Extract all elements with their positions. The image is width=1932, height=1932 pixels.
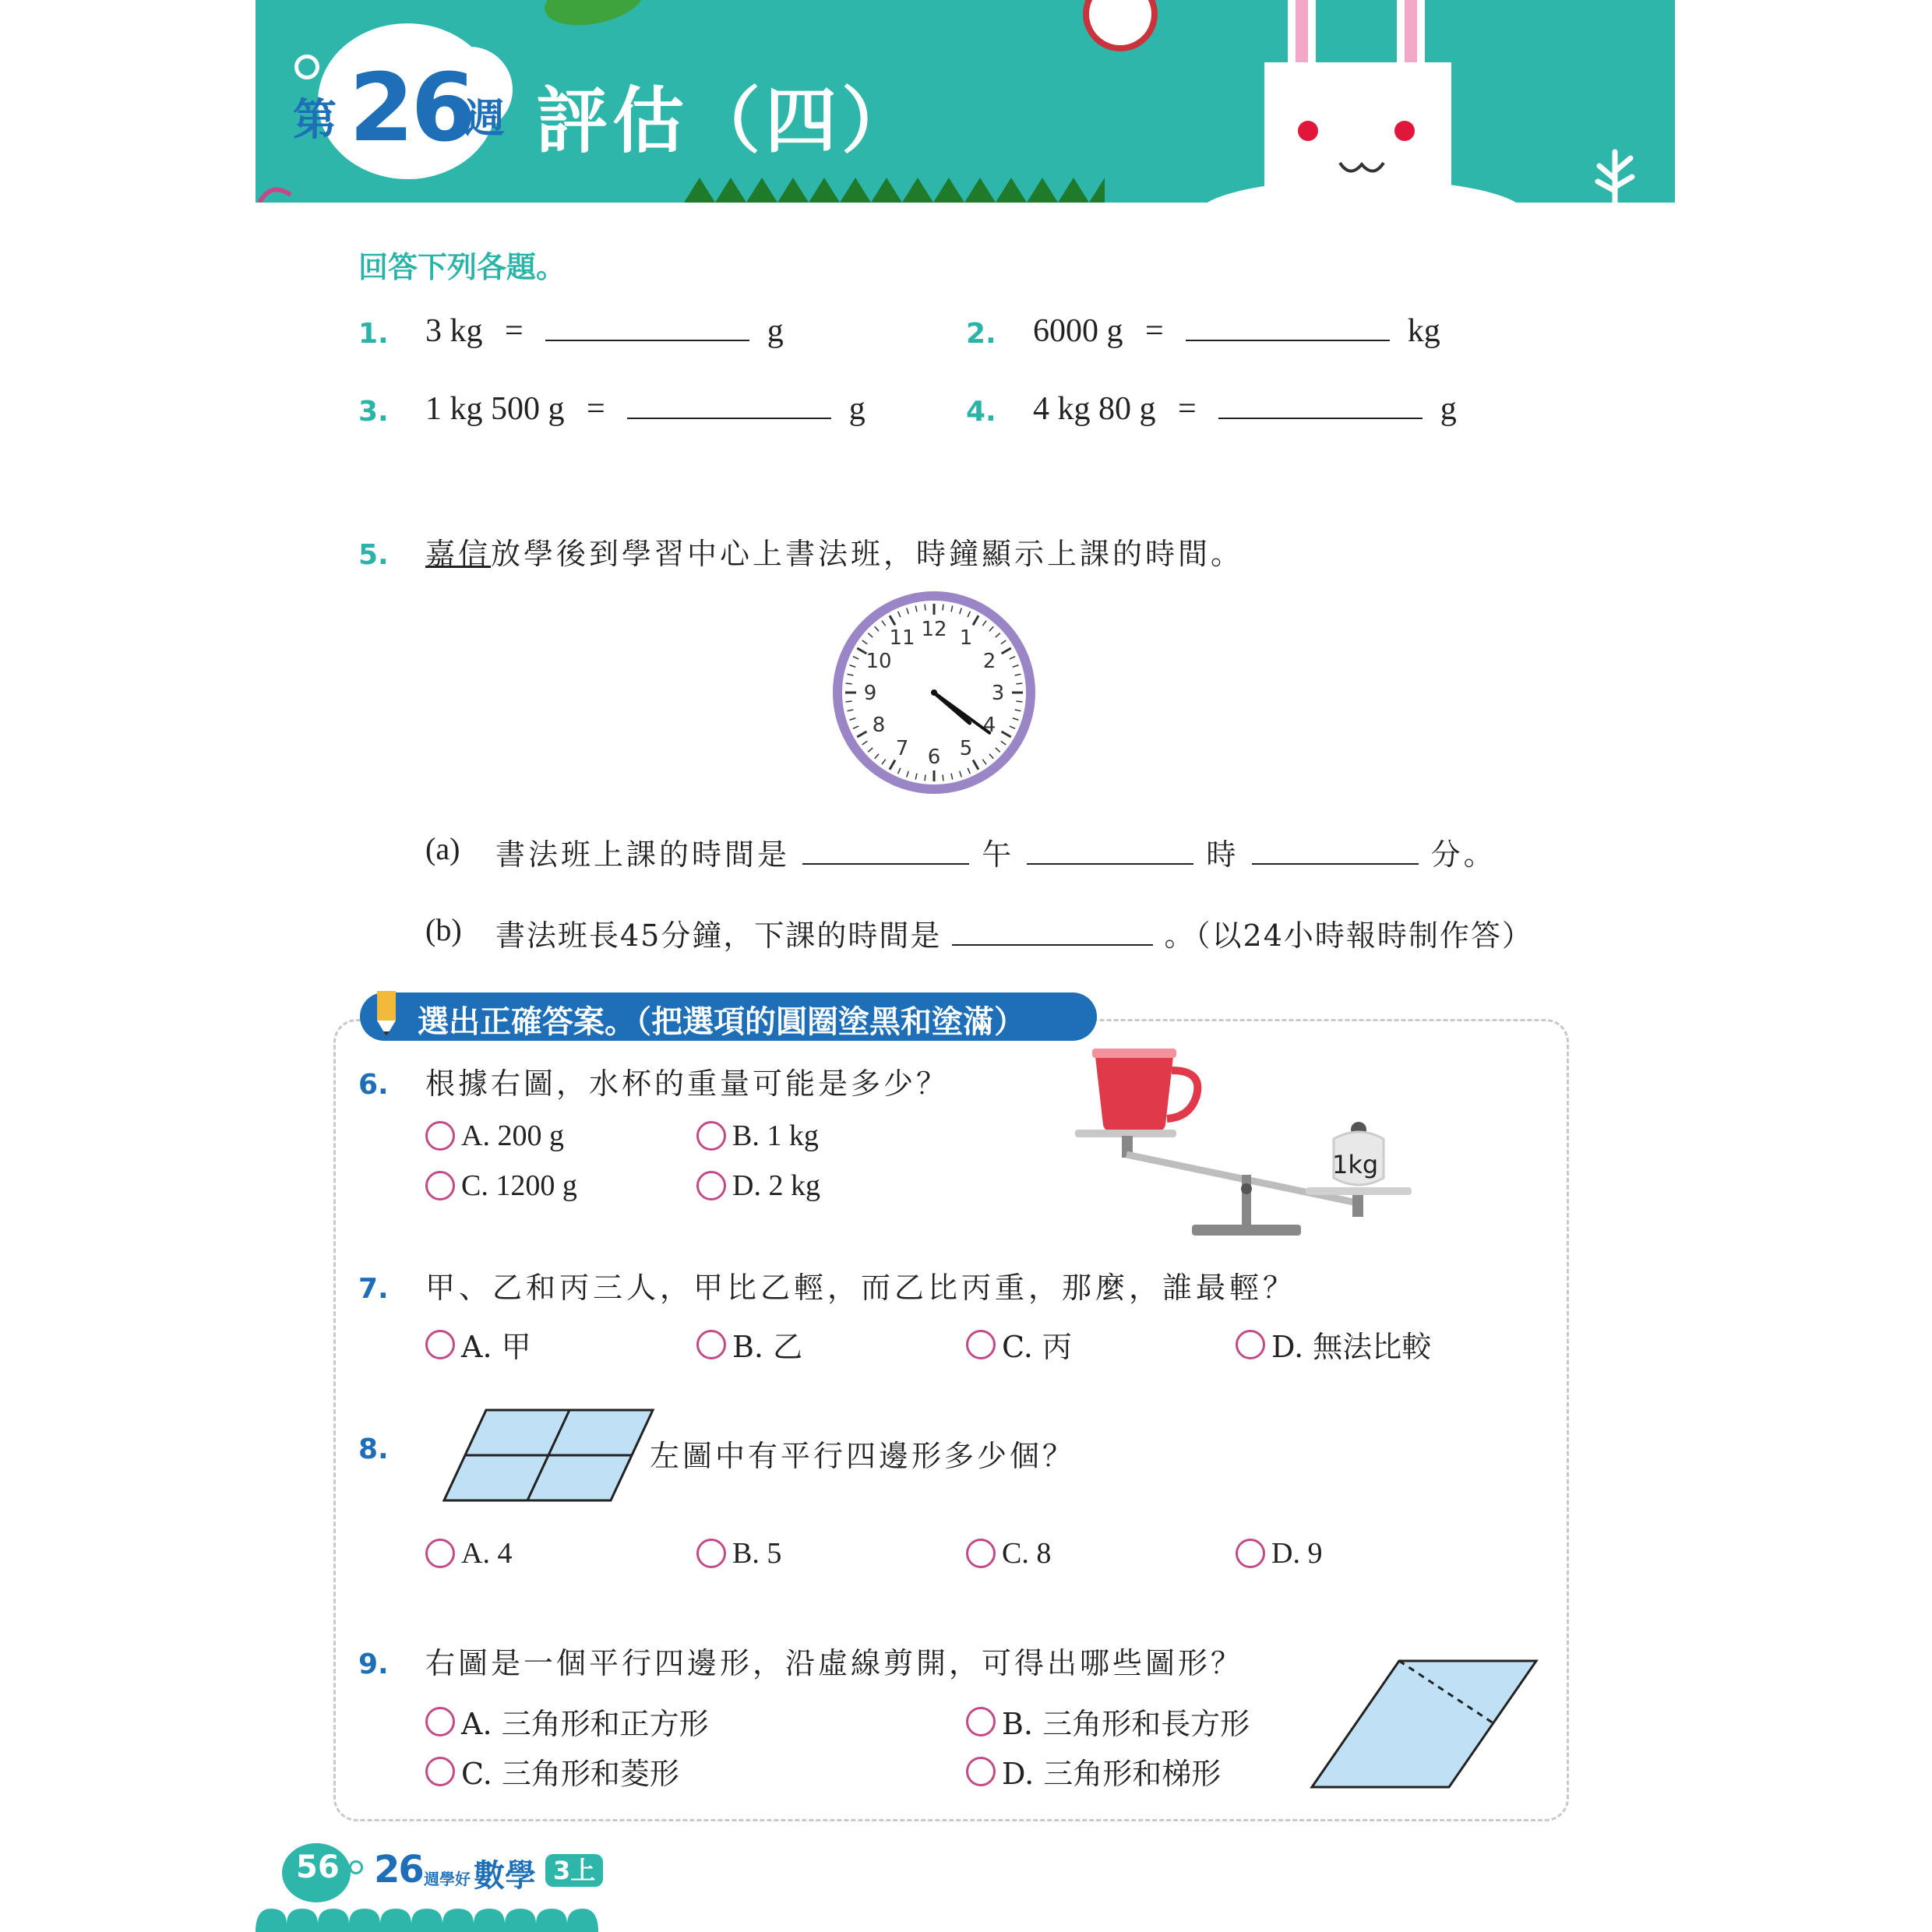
clock-number: 7 bbox=[895, 737, 909, 761]
footer-dot bbox=[349, 1860, 363, 1874]
q2-equals: = bbox=[1145, 313, 1164, 349]
brand-subject: 數學 bbox=[474, 1858, 536, 1894]
q9-option-a-label: A. 三角形和正方形 bbox=[461, 1707, 709, 1741]
cup-handle bbox=[1167, 1070, 1197, 1119]
q7-option-c[interactable] bbox=[966, 1323, 1072, 1366]
q2-number: 2. bbox=[966, 318, 996, 350]
q6-option-a[interactable] bbox=[425, 1119, 564, 1153]
q9-parallelogram-figure bbox=[1309, 1658, 1539, 1790]
plant-icon bbox=[1584, 136, 1646, 203]
q5-number: 5. bbox=[358, 539, 389, 571]
clock-number: 1 bbox=[959, 626, 973, 650]
q8-option-a[interactable] bbox=[425, 1536, 512, 1571]
radio-circle[interactable] bbox=[966, 1707, 996, 1736]
q8-option-b[interactable] bbox=[696, 1536, 781, 1571]
q4-unit: g bbox=[1440, 391, 1457, 427]
scale-base bbox=[1192, 1225, 1301, 1236]
clock-number: 12 bbox=[921, 618, 947, 641]
brand-number: 26 bbox=[374, 1848, 423, 1891]
q6-option-d[interactable] bbox=[696, 1169, 820, 1203]
q5a-unit-noon: 午 bbox=[982, 837, 1015, 872]
q8-option-c[interactable] bbox=[966, 1536, 1051, 1571]
q4-equals: = bbox=[1178, 391, 1197, 427]
footer-wave bbox=[256, 1901, 598, 1932]
q2-answer-blank[interactable] bbox=[1186, 308, 1390, 341]
q9-option-b-label: B. 三角形和長方形 bbox=[1002, 1707, 1250, 1741]
q3-left: 1 kg 500 g bbox=[425, 391, 565, 427]
radio-circle[interactable] bbox=[696, 1539, 726, 1568]
clock-number: 2 bbox=[982, 650, 996, 673]
q8-option-c-label: C. 8 bbox=[1002, 1537, 1052, 1570]
q4-expression bbox=[1033, 386, 1457, 428]
radio-circle[interactable] bbox=[425, 1707, 455, 1736]
q5b-line bbox=[495, 911, 1533, 954]
page-title: 評估（四） bbox=[536, 79, 918, 163]
q6-option-d-label: D. 2 kg bbox=[732, 1169, 820, 1202]
q6-option-a-label: A. 200 g bbox=[461, 1119, 564, 1152]
radio-circle[interactable] bbox=[696, 1121, 726, 1151]
clock-number: 8 bbox=[872, 714, 886, 737]
header-swirl bbox=[256, 178, 302, 203]
brand-small: 週學好 bbox=[424, 1870, 471, 1888]
q9-option-c-label: C. 三角形和菱形 bbox=[461, 1757, 679, 1791]
q4-left: 4 kg 80 g bbox=[1033, 391, 1156, 427]
q8-question: 左圖中有平行四邊形多少個？ bbox=[650, 1439, 1076, 1473]
q6-question: 根據右圖，水杯的重量可能是多少？ bbox=[425, 1066, 950, 1101]
q4-answer-blank[interactable] bbox=[1218, 386, 1423, 419]
q1-number: 1. bbox=[358, 318, 389, 350]
q7-option-c-label: C. 丙 bbox=[1002, 1330, 1072, 1364]
bunny-ear-right-inner bbox=[1405, 0, 1417, 70]
radio-circle[interactable] bbox=[696, 1330, 726, 1359]
radio-circle[interactable] bbox=[425, 1539, 455, 1568]
q1-expression bbox=[425, 308, 784, 350]
q5a-minute-blank[interactable] bbox=[1252, 832, 1419, 865]
q7-option-d-label: D. 無法比較 bbox=[1271, 1330, 1432, 1364]
q1-equals: = bbox=[505, 313, 524, 349]
q5b-text: 書法班長45分鐘，下課的時間是 bbox=[495, 918, 942, 953]
q9-option-d-label: D. 三角形和梯形 bbox=[1002, 1757, 1222, 1791]
header-dot bbox=[294, 55, 319, 79]
q7-question: 甲、乙和丙三人，甲比乙輕，而乙比丙重，那麼，誰最輕？ bbox=[425, 1271, 1297, 1305]
leaf-icon bbox=[540, 0, 649, 33]
q8-option-d-label: D. 9 bbox=[1271, 1537, 1323, 1570]
radio-circle[interactable] bbox=[425, 1171, 455, 1200]
q8-option-b-label: B. 5 bbox=[732, 1537, 782, 1570]
q4-number: 4. bbox=[966, 396, 996, 428]
q5a-unit-hour: 時 bbox=[1206, 837, 1239, 872]
radio-circle[interactable] bbox=[966, 1330, 996, 1359]
week-number: 26 bbox=[349, 55, 473, 163]
bunny-mouth bbox=[1338, 160, 1385, 178]
clock-tick bbox=[846, 683, 852, 684]
q8-number: 8. bbox=[358, 1433, 389, 1465]
q5-person-name: 嘉信 bbox=[425, 537, 492, 571]
radio-circle[interactable] bbox=[425, 1121, 455, 1151]
bunny-eye-left bbox=[1298, 121, 1318, 141]
q5a-unit-minute: 分。 bbox=[1430, 837, 1497, 872]
clock-tick bbox=[1016, 701, 1022, 702]
q8-parallelogram-figure bbox=[441, 1408, 656, 1502]
grade-badge: 3上 bbox=[545, 1854, 603, 1887]
wall-clock bbox=[832, 591, 1036, 795]
right-pan bbox=[1306, 1187, 1412, 1195]
grass-decoration bbox=[684, 173, 1105, 203]
bunny-ear-left-inner bbox=[1296, 0, 1308, 70]
radio-circle[interactable] bbox=[966, 1757, 996, 1786]
radio-circle[interactable] bbox=[696, 1171, 726, 1200]
clock-tick bbox=[846, 701, 852, 702]
q6-option-c[interactable] bbox=[425, 1169, 577, 1203]
q9-number: 9. bbox=[358, 1648, 389, 1680]
q1-answer-blank[interactable] bbox=[545, 308, 749, 341]
q5-text: 放學後到學習中心上書法班，時鐘顯示上課的時間。 bbox=[491, 537, 1244, 571]
q7-option-d[interactable] bbox=[1236, 1323, 1431, 1366]
q7-option-b-label: B. 乙 bbox=[732, 1330, 803, 1364]
radio-circle[interactable] bbox=[425, 1330, 455, 1359]
clock-number: 9 bbox=[863, 682, 877, 705]
weight-label: 1kg bbox=[1332, 1150, 1379, 1179]
clock-tick bbox=[1016, 683, 1022, 684]
header-banner bbox=[256, 0, 1675, 203]
q6-option-b[interactable] bbox=[696, 1119, 819, 1153]
week-suffix: 週 bbox=[464, 96, 506, 143]
q2-unit: kg bbox=[1407, 313, 1440, 349]
q7-option-a-label: A. 甲 bbox=[461, 1330, 531, 1364]
radio-circle[interactable] bbox=[1236, 1539, 1265, 1568]
bunny-body bbox=[1198, 179, 1525, 203]
q9-option-c[interactable] bbox=[425, 1750, 679, 1793]
clock-number: 3 bbox=[991, 682, 1005, 705]
q3-unit: g bbox=[848, 391, 866, 427]
q5-question bbox=[425, 530, 1243, 573]
q5b-tail: 。（以24小時報時制作答） bbox=[1164, 918, 1533, 953]
pencil-icon bbox=[371, 991, 402, 1039]
radio-circle[interactable] bbox=[425, 1757, 455, 1786]
clock-number: 5 bbox=[959, 737, 973, 761]
q5b-label: (b) bbox=[425, 912, 462, 947]
clock-number: 4 bbox=[982, 714, 996, 737]
q6-option-c-label: C. 1200 g bbox=[461, 1169, 577, 1202]
page-number: 56 bbox=[296, 1849, 340, 1885]
cup-body bbox=[1095, 1056, 1173, 1131]
clock-number: 10 bbox=[866, 650, 892, 673]
q5a-line bbox=[495, 830, 1497, 873]
q9-option-d[interactable] bbox=[966, 1750, 1221, 1793]
q5a-hour-blank[interactable] bbox=[1027, 832, 1193, 865]
clock-number: 6 bbox=[927, 746, 941, 769]
cup-rim bbox=[1092, 1049, 1176, 1058]
week-prefix: 第 bbox=[293, 95, 337, 146]
q7-option-a[interactable] bbox=[425, 1323, 531, 1366]
q3-equals: = bbox=[587, 391, 605, 427]
section2-instruction: 選出正確答案。（把選項的圓圈塗黑和塗滿） bbox=[418, 1004, 1025, 1040]
radio-circle[interactable] bbox=[966, 1539, 996, 1568]
q3-expression bbox=[425, 386, 866, 428]
balance-scale bbox=[1072, 1047, 1415, 1242]
q9-option-b[interactable] bbox=[966, 1700, 1250, 1743]
q5b-answer-blank[interactable] bbox=[952, 913, 1153, 946]
q7-number: 7. bbox=[358, 1273, 389, 1305]
q6-number: 6. bbox=[358, 1069, 389, 1101]
radio-circle[interactable] bbox=[1236, 1330, 1265, 1359]
q2-left: 6000 g bbox=[1033, 313, 1123, 349]
clock-number: 11 bbox=[889, 626, 915, 650]
q9-question: 右圖是一個平行四邊形，沿虛線剪開，可得出哪些圖形？ bbox=[425, 1646, 1244, 1680]
q5a-text: 書法班上課的時間是 bbox=[495, 837, 791, 872]
q5a-ampm-blank[interactable] bbox=[802, 832, 969, 865]
q8-option-a-label: A. 4 bbox=[461, 1537, 513, 1570]
q7-option-b[interactable] bbox=[696, 1323, 802, 1366]
q5a-label: (a) bbox=[425, 831, 460, 866]
q1-left: 3 kg bbox=[425, 313, 483, 349]
q8-option-d[interactable] bbox=[1236, 1536, 1322, 1571]
bunny-eye-right bbox=[1394, 121, 1415, 141]
alarm-clock-icon bbox=[1083, 0, 1158, 51]
q2-expression bbox=[1033, 308, 1440, 350]
section1-instruction: 回答下列各題。 bbox=[358, 250, 566, 284]
q1-unit: g bbox=[767, 313, 784, 349]
q3-number: 3. bbox=[358, 396, 389, 428]
q9-option-a[interactable] bbox=[425, 1700, 709, 1743]
q6-option-b-label: B. 1 kg bbox=[732, 1119, 819, 1152]
q3-answer-blank[interactable] bbox=[627, 386, 831, 419]
